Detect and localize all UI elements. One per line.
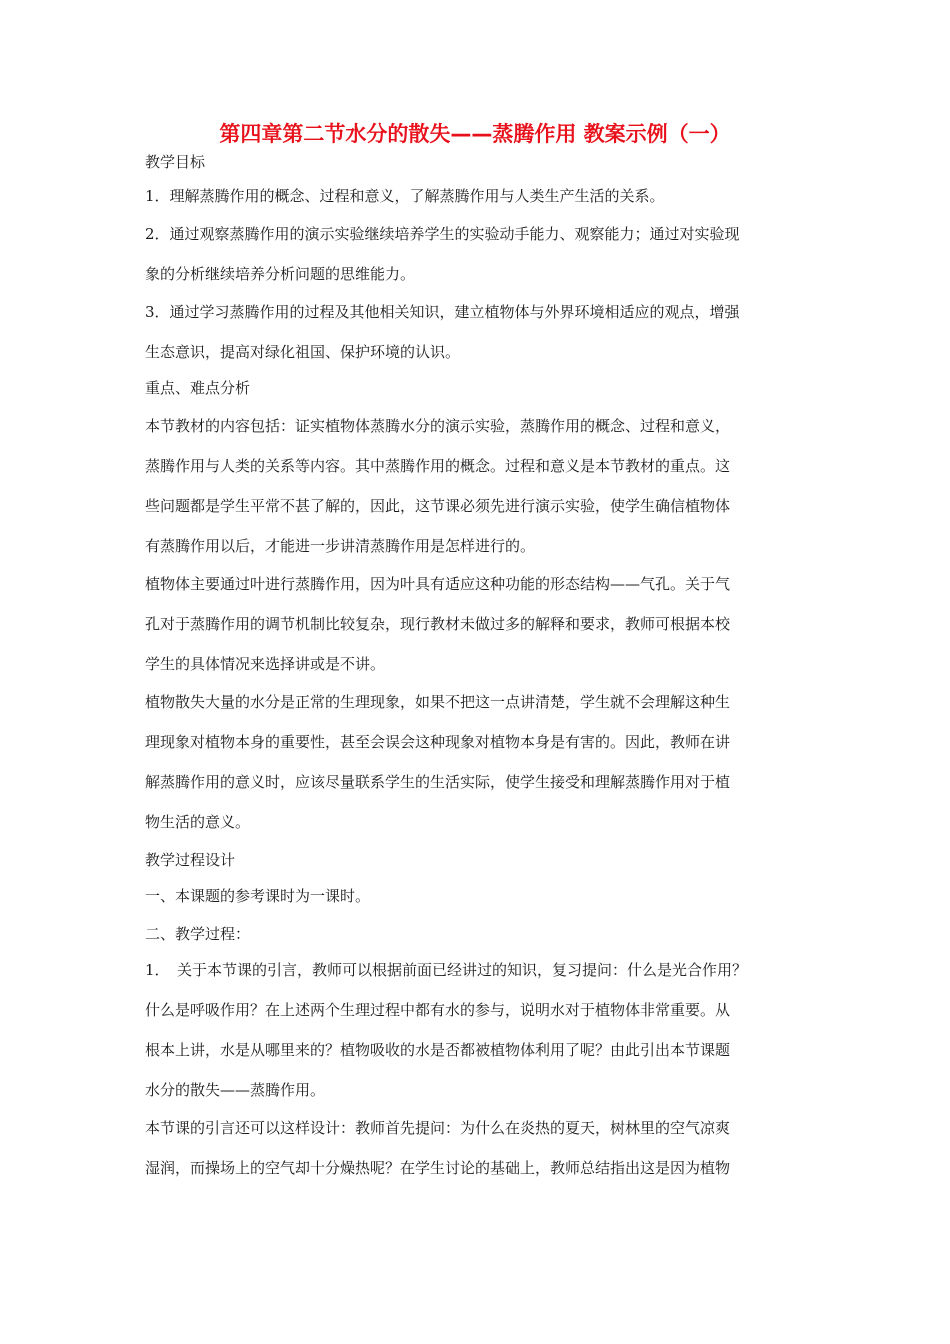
paragraph-line: 3．通过学习蒸腾作用的过程及其他相关知识，建立植物体与外界环境相适应的观点，增强 [145,303,740,321]
section-heading-teaching-goals: 教学目标 [145,153,206,171]
paragraph-line: 水分的散失——蒸腾作用。 [145,1081,326,1099]
section-heading-process-design: 教学过程设计 [145,851,236,869]
paragraph-line: 物生活的意义。 [145,813,251,831]
paragraph-line: 1．理解蒸腾作用的概念、过程和意义，了解蒸腾作用与人类生产生活的关系。 [145,187,665,205]
paragraph-line: 1． 关于本节课的引言，教师可以根据前面已经讲过的知识，复习提问：什么是光合作用？ [145,961,748,979]
paragraph-line: 根本上讲，水是从哪里来的？植物吸收的水是否都被植物体利用了呢？由此引出本节课题 [145,1041,731,1059]
paragraph-line: 二、教学过程： [145,925,251,943]
paragraph-line: 一、本课题的参考课时为一课时。 [145,887,371,905]
section-heading-key-points: 重点、难点分析 [145,379,251,397]
paragraph-line: 些问题都是学生平常不甚了解的，因此，这节课必须先进行演示实验，使学生确信植物体 [145,497,731,515]
paragraph-line: 孔对于蒸腾作用的调节机制比较复杂，现行教材未做过多的解释和要求，教师可根据本校 [145,615,731,633]
paragraph-line: 本节教材的内容包括：证实植物体蒸腾水分的演示实验，蒸腾作用的概念、过程和意义， [145,417,731,435]
paragraph-line: 2．通过观察蒸腾作用的演示实验继续培养学生的实验动手能力、观察能力；通过对实验现 [145,225,740,243]
paragraph-line: 生态意识，提高对绿化祖国、保护环境的认识。 [145,343,461,361]
paragraph-line: 植物体主要通过叶进行蒸腾作用，因为叶具有适应这种功能的形态结构——气孔。关于气 [145,575,731,593]
paragraph-line: 本节课的引言还可以这样设计：教师首先提问：为什么在炎热的夏天，树林里的空气凉爽 [145,1119,731,1137]
paragraph-line: 什么是呼吸作用？在上述两个生理过程中都有水的参与，说明水对于植物体非常重要。从 [145,1001,731,1019]
paragraph-line: 有蒸腾作用以后，才能进一步讲清蒸腾作用是怎样进行的。 [145,537,536,555]
paragraph-line: 湿润，而操场上的空气却十分燥热呢？在学生讨论的基础上，教师总结指出这是因为植物 [145,1159,731,1177]
paragraph-line: 学生的具体情况来选择讲或是不讲。 [145,655,386,673]
paragraph-line: 植物散失大量的水分是正常的生理现象，如果不把这一点讲清楚，学生就不会理解这种生 [145,693,731,711]
document-title: 第四章第二节水分的散失——蒸腾作用 教案示例（一） [219,122,731,146]
paragraph-line: 解蒸腾作用的意义时，应该尽量联系学生的生活实际，使学生接受和理解蒸腾作用对于植 [145,773,731,791]
paragraph-line: 象的分析继续培养分析问题的思维能力。 [145,265,416,283]
paragraph-line: 蒸腾作用与人类的关系等内容。其中蒸腾作用的概念。过程和意义是本节教材的重点。这 [145,457,731,475]
paragraph-line: 理现象对植物本身的重要性，甚至会误会这种现象对植物本身是有害的。因此，教师在讲 [145,733,731,751]
